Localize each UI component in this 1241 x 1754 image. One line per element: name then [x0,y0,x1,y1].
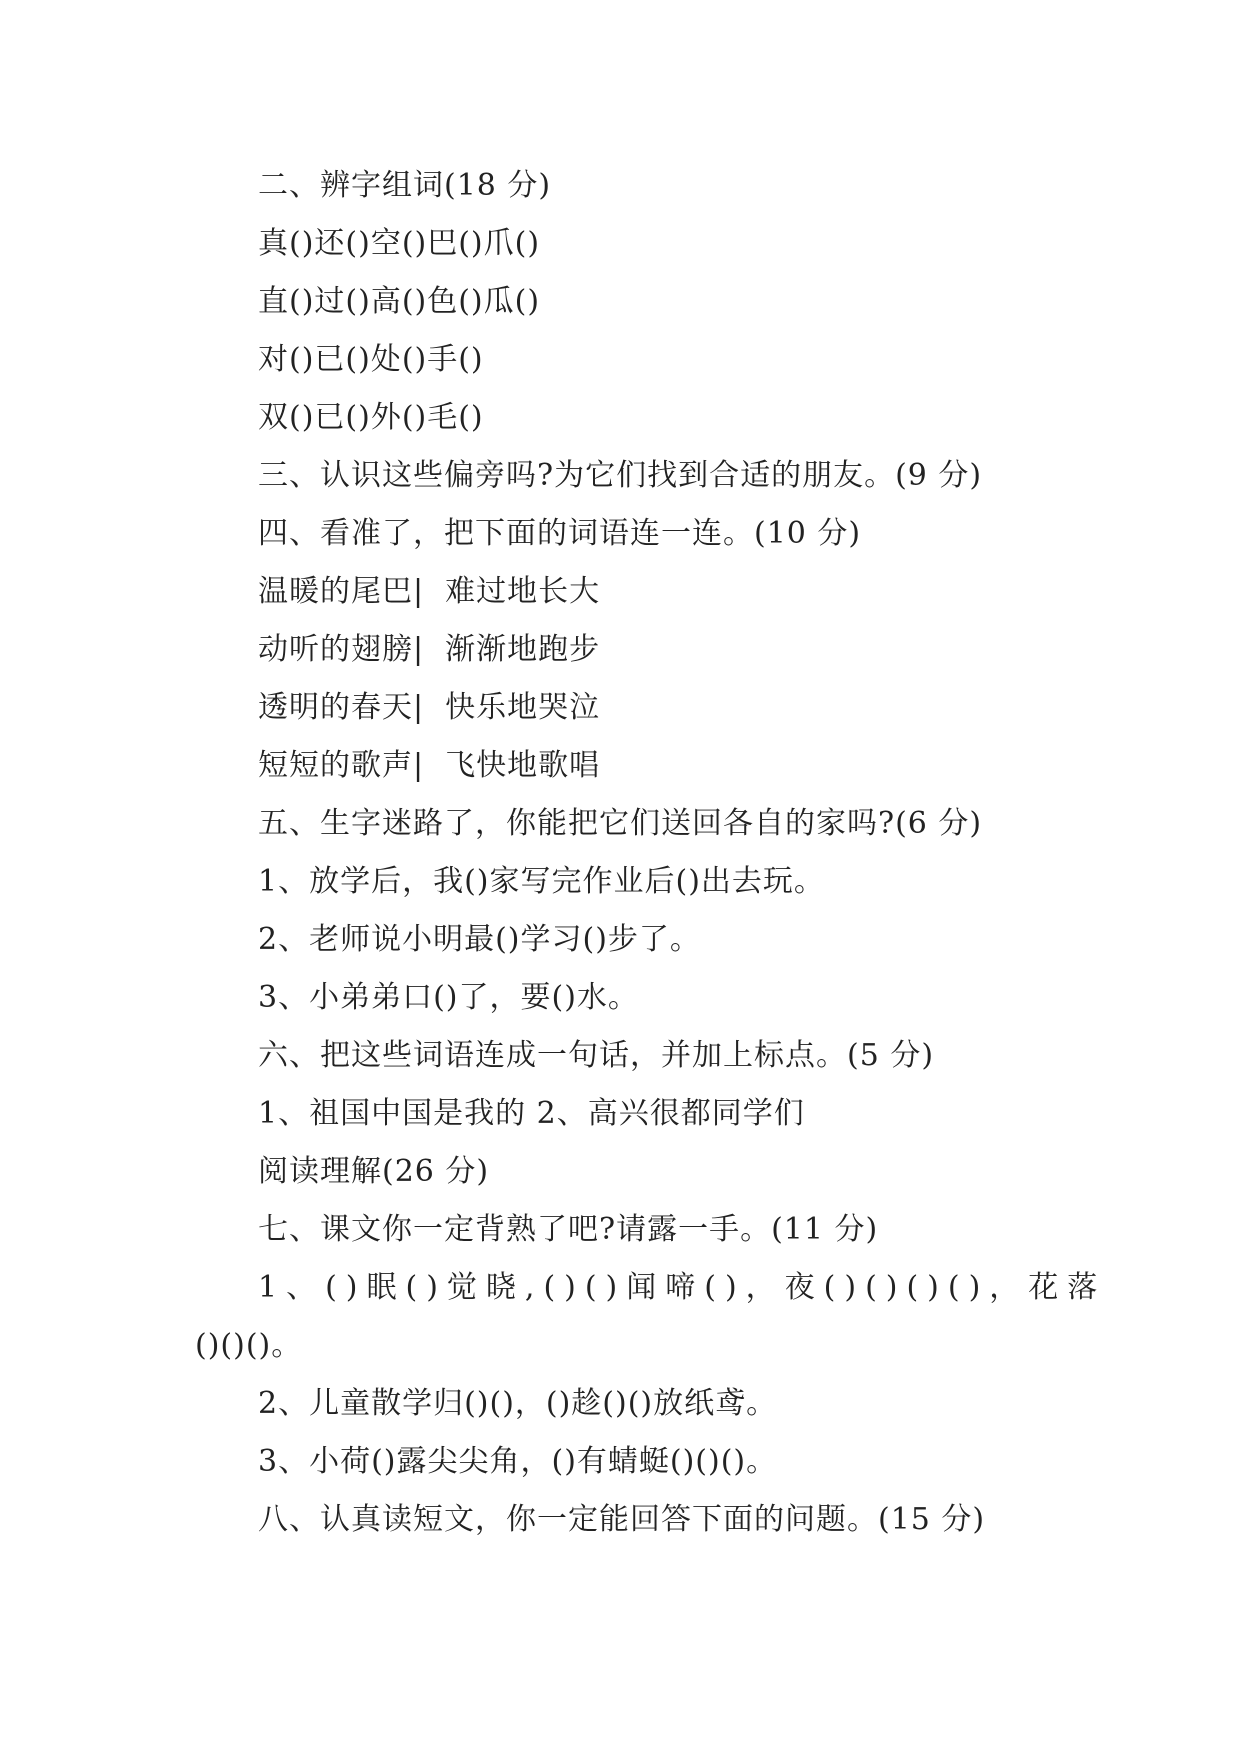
fill-item-3: 3、小弟弟口()了，要()水。 [258,980,639,1015]
word-row-4: 双()已()外()毛() [258,400,484,435]
match-row-4: 短短的歌声| 飞快地歌唱 [258,748,601,783]
section-4-heading: 四、看准了，把下面的词语连一连。(10 分) [258,516,862,551]
fill-item-1: 1、放学后，我()家写完作业后()出去玩。 [258,864,825,899]
match-row-2: 动听的翅膀| 渐渐地跑步 [258,632,601,667]
word-row-3: 对()已()处()手() [258,342,484,377]
section-6-heading: 六、把这些词语连成一句话，并加上标点。(5 分) [258,1038,935,1073]
section-8-heading: 八、认真读短文，你一定能回答下面的问题。(15 分) [258,1502,986,1537]
sentence-items: 1、祖国中国是我的 2、高兴很都同学们 [258,1096,805,1131]
poem-item-2: 2、儿童散学归()()，()趁()()放纸鸢。 [258,1386,778,1421]
reading-heading: 阅读理解(26 分) [258,1154,490,1189]
match-row-1: 温暖的尾巴| 难过地长大 [258,574,601,609]
fill-item-2: 2、老师说小明最()学习()步了。 [258,922,701,957]
section-2-heading: 二、辨字组词(18 分) [258,168,552,203]
match-row-3: 透明的春天| 快乐地哭泣 [258,690,601,725]
poem-item-1: 1、()眠()觉晓,()()闻啼()，夜()()()()，花落 [258,1270,1107,1305]
section-3-heading: 三、认识这些偏旁吗?为它们找到合适的朋友。(9 分) [258,458,983,493]
poem-item-3: 3、小荷()露尖尖角，()有蜻蜓()()()。 [258,1444,778,1479]
section-5-heading: 五、生字迷路了，你能把它们送回各自的家吗?(6 分) [258,806,983,841]
poem-item-1-continued: ()()()。 [195,1328,303,1363]
section-7-heading: 七、课文你一定背熟了吧?请露一手。(11 分) [258,1212,879,1247]
word-row-1: 真()还()空()巴()爪() [258,226,541,261]
word-row-2: 直()过()高()色()瓜() [258,284,541,319]
